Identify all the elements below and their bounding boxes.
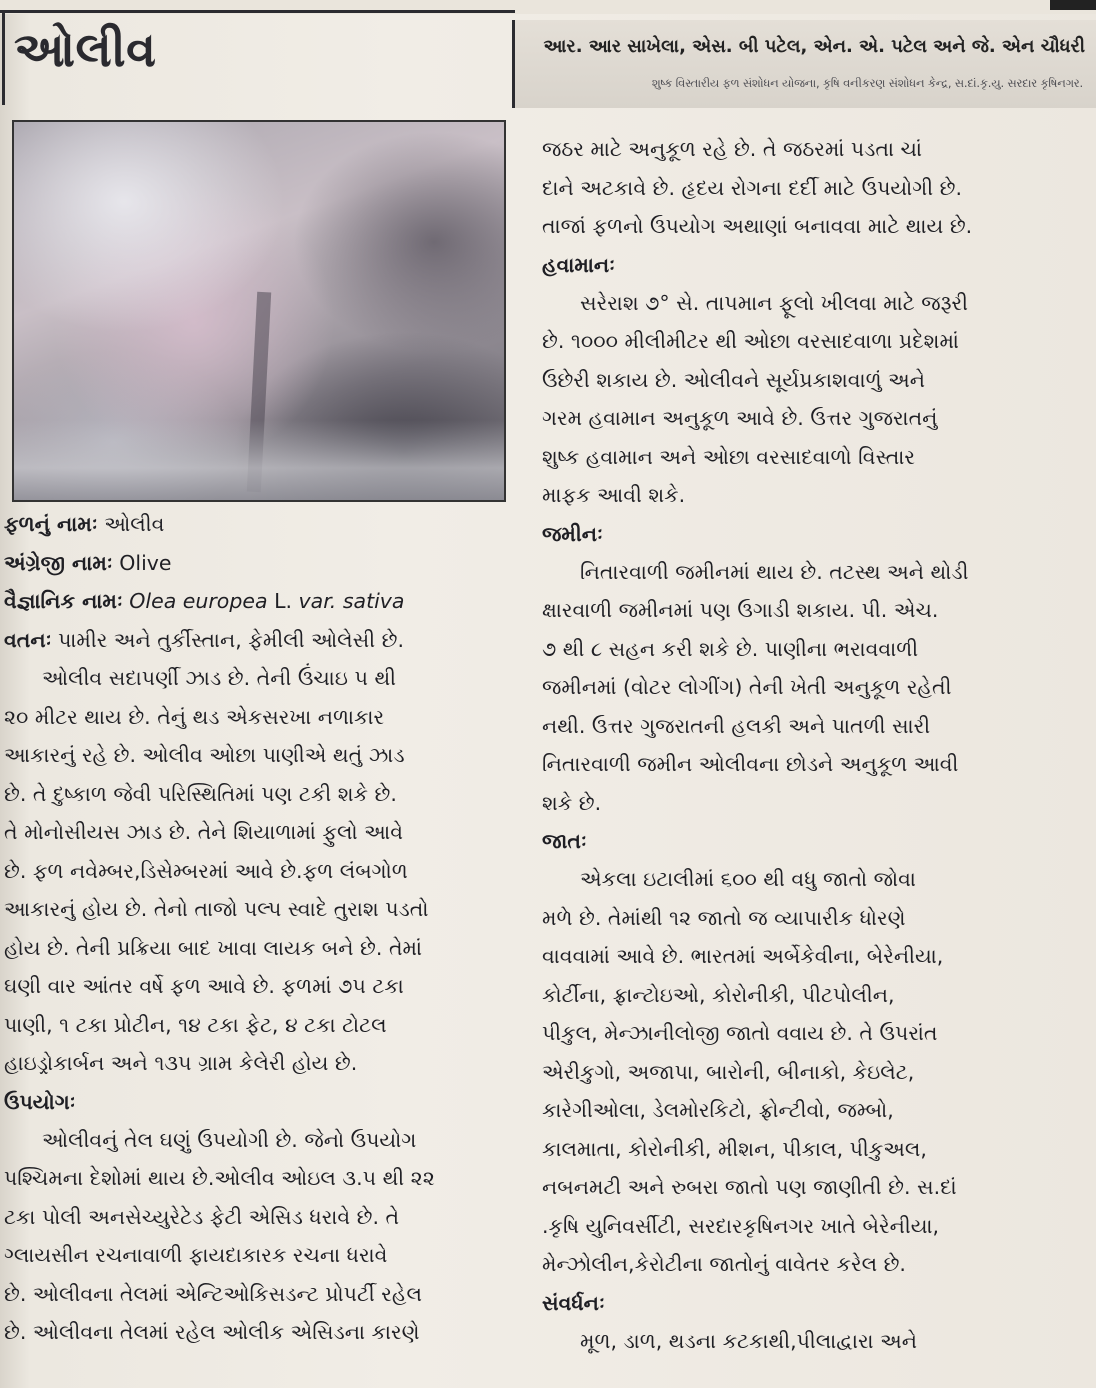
climate-line: માફક આવી શકે. xyxy=(542,483,686,507)
article-title: ઓલીવ xyxy=(14,22,157,78)
byline-block xyxy=(512,20,1096,108)
body-line: ઘણી વાર આંતર વર્ષે ફળ આવે છે. ફળમાં ૭૫ ટકા xyxy=(4,974,404,998)
soil-line: નિતારવાળી જમીનમાં થાય છે. તટસ્થ અને થોડી xyxy=(580,559,969,584)
left-column xyxy=(4,505,504,1352)
top-rule xyxy=(0,10,515,13)
soil-line: ક્ષારવાળી જમીનમાં પણ ઉગાડી શકાય. પી. એચ. xyxy=(542,598,939,622)
varieties-line: કાલમાતા, કોરોનીકી, મીશન, પીકાલ, પીકુઅલ, xyxy=(542,1136,927,1161)
english-name-row xyxy=(4,544,504,583)
photo-ground xyxy=(14,420,504,500)
varieties-line: કોર્ટીના, ફ્રાન્ટોઇઓ, કોરોનીકી, પીટપોલીન, xyxy=(542,982,895,1007)
varieties-line: એકલા ઇટાલીમાં ૬૦૦ થી વધુ જાતો જોવા xyxy=(580,867,916,891)
body-line: હાઇડ્રોકાર્બન અને ૧૩૫ ગ્રામ કેલેરી હોય છે. xyxy=(4,1051,358,1075)
varieties-line: .કૃષિ યુનિવર્સીટી, સરદારકૃષિનગર ખાતે બેરેનીયા, xyxy=(542,1213,940,1238)
fruit-name-row xyxy=(4,505,504,544)
body-line: છે. ફળ નવેમ્બર,ડિસેમ્બરમાં આવે છે.ફળ લંબગોળ xyxy=(4,858,408,883)
soil-line: નિતારવાળી જમીન ઓલીવના છોડને અનુકૂળ આવી xyxy=(542,752,959,776)
uses-line: ગ્લાયસીન રચનાવાળી ફાયદાકારક રચના ધરાવે xyxy=(4,1243,388,1267)
origin-label: વતનઃ xyxy=(4,627,52,652)
scientific-name-label: વૈજ્ઞાનિક નામઃ xyxy=(4,589,123,613)
intro-line: દાને અટકાવે છે. હૃદય રોગના દર્દી માટે ઉપયોગી છે. xyxy=(542,175,962,200)
varieties-line: કારેગીઓલા, ડેલમોરકિટો, ફ્રોન્ટીવો, જમ્બો, xyxy=(542,1098,894,1122)
uses-line: છે. ઓલીવના તેલમાં એન્ટિઓકિસડન્ટ પ્રોપર્ટી રહેલ xyxy=(4,1281,422,1306)
soil-line: ૭ થી ૮ સહન કરી શકે છે. પાણીના ભરાવવાળી xyxy=(542,636,919,661)
propagation-line: મૂળ, ડાળ, થડના કટકાથી,પીલાદ્વારા અને xyxy=(580,1328,918,1353)
scientific-name-author: L. xyxy=(274,589,293,613)
climate-line: શુષ્ક હવામાન અને ઓછા વરસાદવાળો વિસ્તાર xyxy=(542,444,915,469)
varieties-line: એરીકુગો, અજાપા, બારોની, બીનાકો, કેઇલેટ, xyxy=(542,1059,915,1084)
body-line: હોય છે. તેની પ્રક્રિયા બાદ ખાવા લાયક બને છે. તેમાં xyxy=(4,935,423,960)
varieties-line: મળે છે. તેમાંથી ૧૨ જાતો જ વ્યાપારીક ધોરણે xyxy=(542,905,906,930)
climate-line: સરેરાશ ૭° સે. તાપમાન ફૂલો ખીલવા માટે જરૂરી xyxy=(580,290,969,315)
climate-line: છે. ૧૦૦૦ મીલીમીટર થી ઓછા વરસાદવાળા પ્રદેશમાં xyxy=(542,329,959,353)
varieties-line: પીકુલ, મેન્ઝાનીલોજી જાતો વવાય છે. તે ઉપરાંત xyxy=(542,1021,938,1045)
english-name-label: અંગ્રેજી નામઃ xyxy=(4,550,113,575)
body-line: ઓલીવ સદાપર્ણી ઝાડ છે. તેની ઉંચાઇ ૫ થી xyxy=(42,666,397,690)
olive-tree-photo xyxy=(12,120,506,502)
fruit-name-label: ફળનું નામઃ xyxy=(4,512,98,536)
affiliation: શુષ્ક વિસ્તારીય ફળ સંશોધન યોજના, કૃષિ વનીકરણ સંશોધન કેન્દ્ર, સ.દાં.કૃ.યુ. સરદાર કૃષિનગર. xyxy=(651,76,1083,90)
propagation-heading: સંવર્ધનઃ xyxy=(542,1290,605,1315)
scientific-name-genus: Olea europea xyxy=(129,589,268,613)
authors: આર. આર સાખેલા, એસ. બી પટેલ, એન. એ. પટેલ અને જે. એન ચૌધરી xyxy=(543,36,1085,57)
varieties-line: મેન્ઝોલીન,કેરોટીના જાતોનું વાવેતર કરેલ છે. xyxy=(542,1252,906,1276)
intro-line: જઠર માટે અનુકૂળ રહે છે. તે જઠરમાં પડતા ચાં xyxy=(542,137,922,161)
right-column xyxy=(542,130,1056,1360)
intro-line: તાજાં ફળનો ઉપયોગ અથાણાં બનાવવા માટે થાય છે. xyxy=(542,214,973,238)
body-line: તે મોનોસીયસ ઝાડ છે. તેને શિયાળામાં ફુલો આવે xyxy=(4,820,403,844)
english-name-value: Olive xyxy=(119,550,172,575)
body-line: આકારનું રહે છે. ઓલીવ ઓછા પાણીએ થતું ઝાડ xyxy=(4,743,405,767)
body-line: પાણી, ૧ ટકા પ્રોટીન, ૧૪ ટકા ફેટ, ૪ ટકા ટોટલ xyxy=(4,1012,387,1037)
varieties-line: વાવવામાં આવે છે. ભારતમાં અર્બેકેવીના, બેરેનીયા, xyxy=(542,944,944,968)
soil-line: શકે છે. xyxy=(542,790,602,815)
uses-line: ટકા પોલી અનસેચ્યુરેટેડ ફેટી એસિડ ધરાવે છે. તે xyxy=(4,1204,400,1229)
varieties-heading: જાતઃ xyxy=(542,829,587,853)
soil-line: જમીનમાં (વોટર લોગીંગ) તેની ખેતી અનુકૂળ રહેતી xyxy=(542,675,952,699)
climate-line: ઉછેરી શકાય છે. ઓલીવને સૂર્યપ્રકાશવાળું અને xyxy=(542,367,926,392)
uses-heading: ઉપયોગઃ xyxy=(4,1089,76,1114)
climate-heading: હવામાનઃ xyxy=(542,252,616,277)
scientific-name-variety: var. sativa xyxy=(298,589,405,613)
varieties-line: નબનમટી અને રુબરા જાતો પણ જાણીતી છે. સ.દાં xyxy=(542,1175,957,1199)
uses-line: પશ્ચિમના દેશોમાં થાય છે.ઓલીવ ઓઇલ ૩.૫ થી ૨૨ xyxy=(4,1166,435,1190)
uses-line: ઓલીવનું તેલ ઘણું ઉપયોગી છે. જેનો ઉપયોગ xyxy=(42,1127,417,1152)
origin-row xyxy=(4,621,504,660)
body-line: આકારનું હોય છે. તેનો તાજો પલ્પ સ્વાદે તુરાશ પડતો xyxy=(4,897,429,921)
climate-line: ગરમ હવામાન અનુકૂળ આવે છે. ઉત્તર ગુજરાતનું xyxy=(542,406,938,430)
soil-line: નથી. ઉત્તર ગુજરાતની હલકી અને પાતળી સારી xyxy=(542,713,931,738)
soil-heading: જમીનઃ xyxy=(542,521,603,546)
body-line: છે. તે દુષ્કાળ જેવી પરિસ્થિતિમાં પણ ટકી શકે છે. xyxy=(4,781,397,806)
uses-line: છે. ઓલીવના તેલમાં રહેલ ઓલીક એસિડના કારણે xyxy=(4,1320,420,1344)
fruit-name-value: ઓલીવ xyxy=(104,512,165,536)
title-side-rule xyxy=(2,10,5,105)
origin-text: પામીર અને તુર્કીસ્તાન, ફેમીલી ઓલેસી છે. xyxy=(58,627,405,652)
body-line: ૨૦ મીટર થાય છે. તેનું થડ એકસરખા નળાકાર xyxy=(4,704,385,729)
scientific-name-row xyxy=(4,582,504,621)
page-corner-mark xyxy=(1050,0,1096,10)
